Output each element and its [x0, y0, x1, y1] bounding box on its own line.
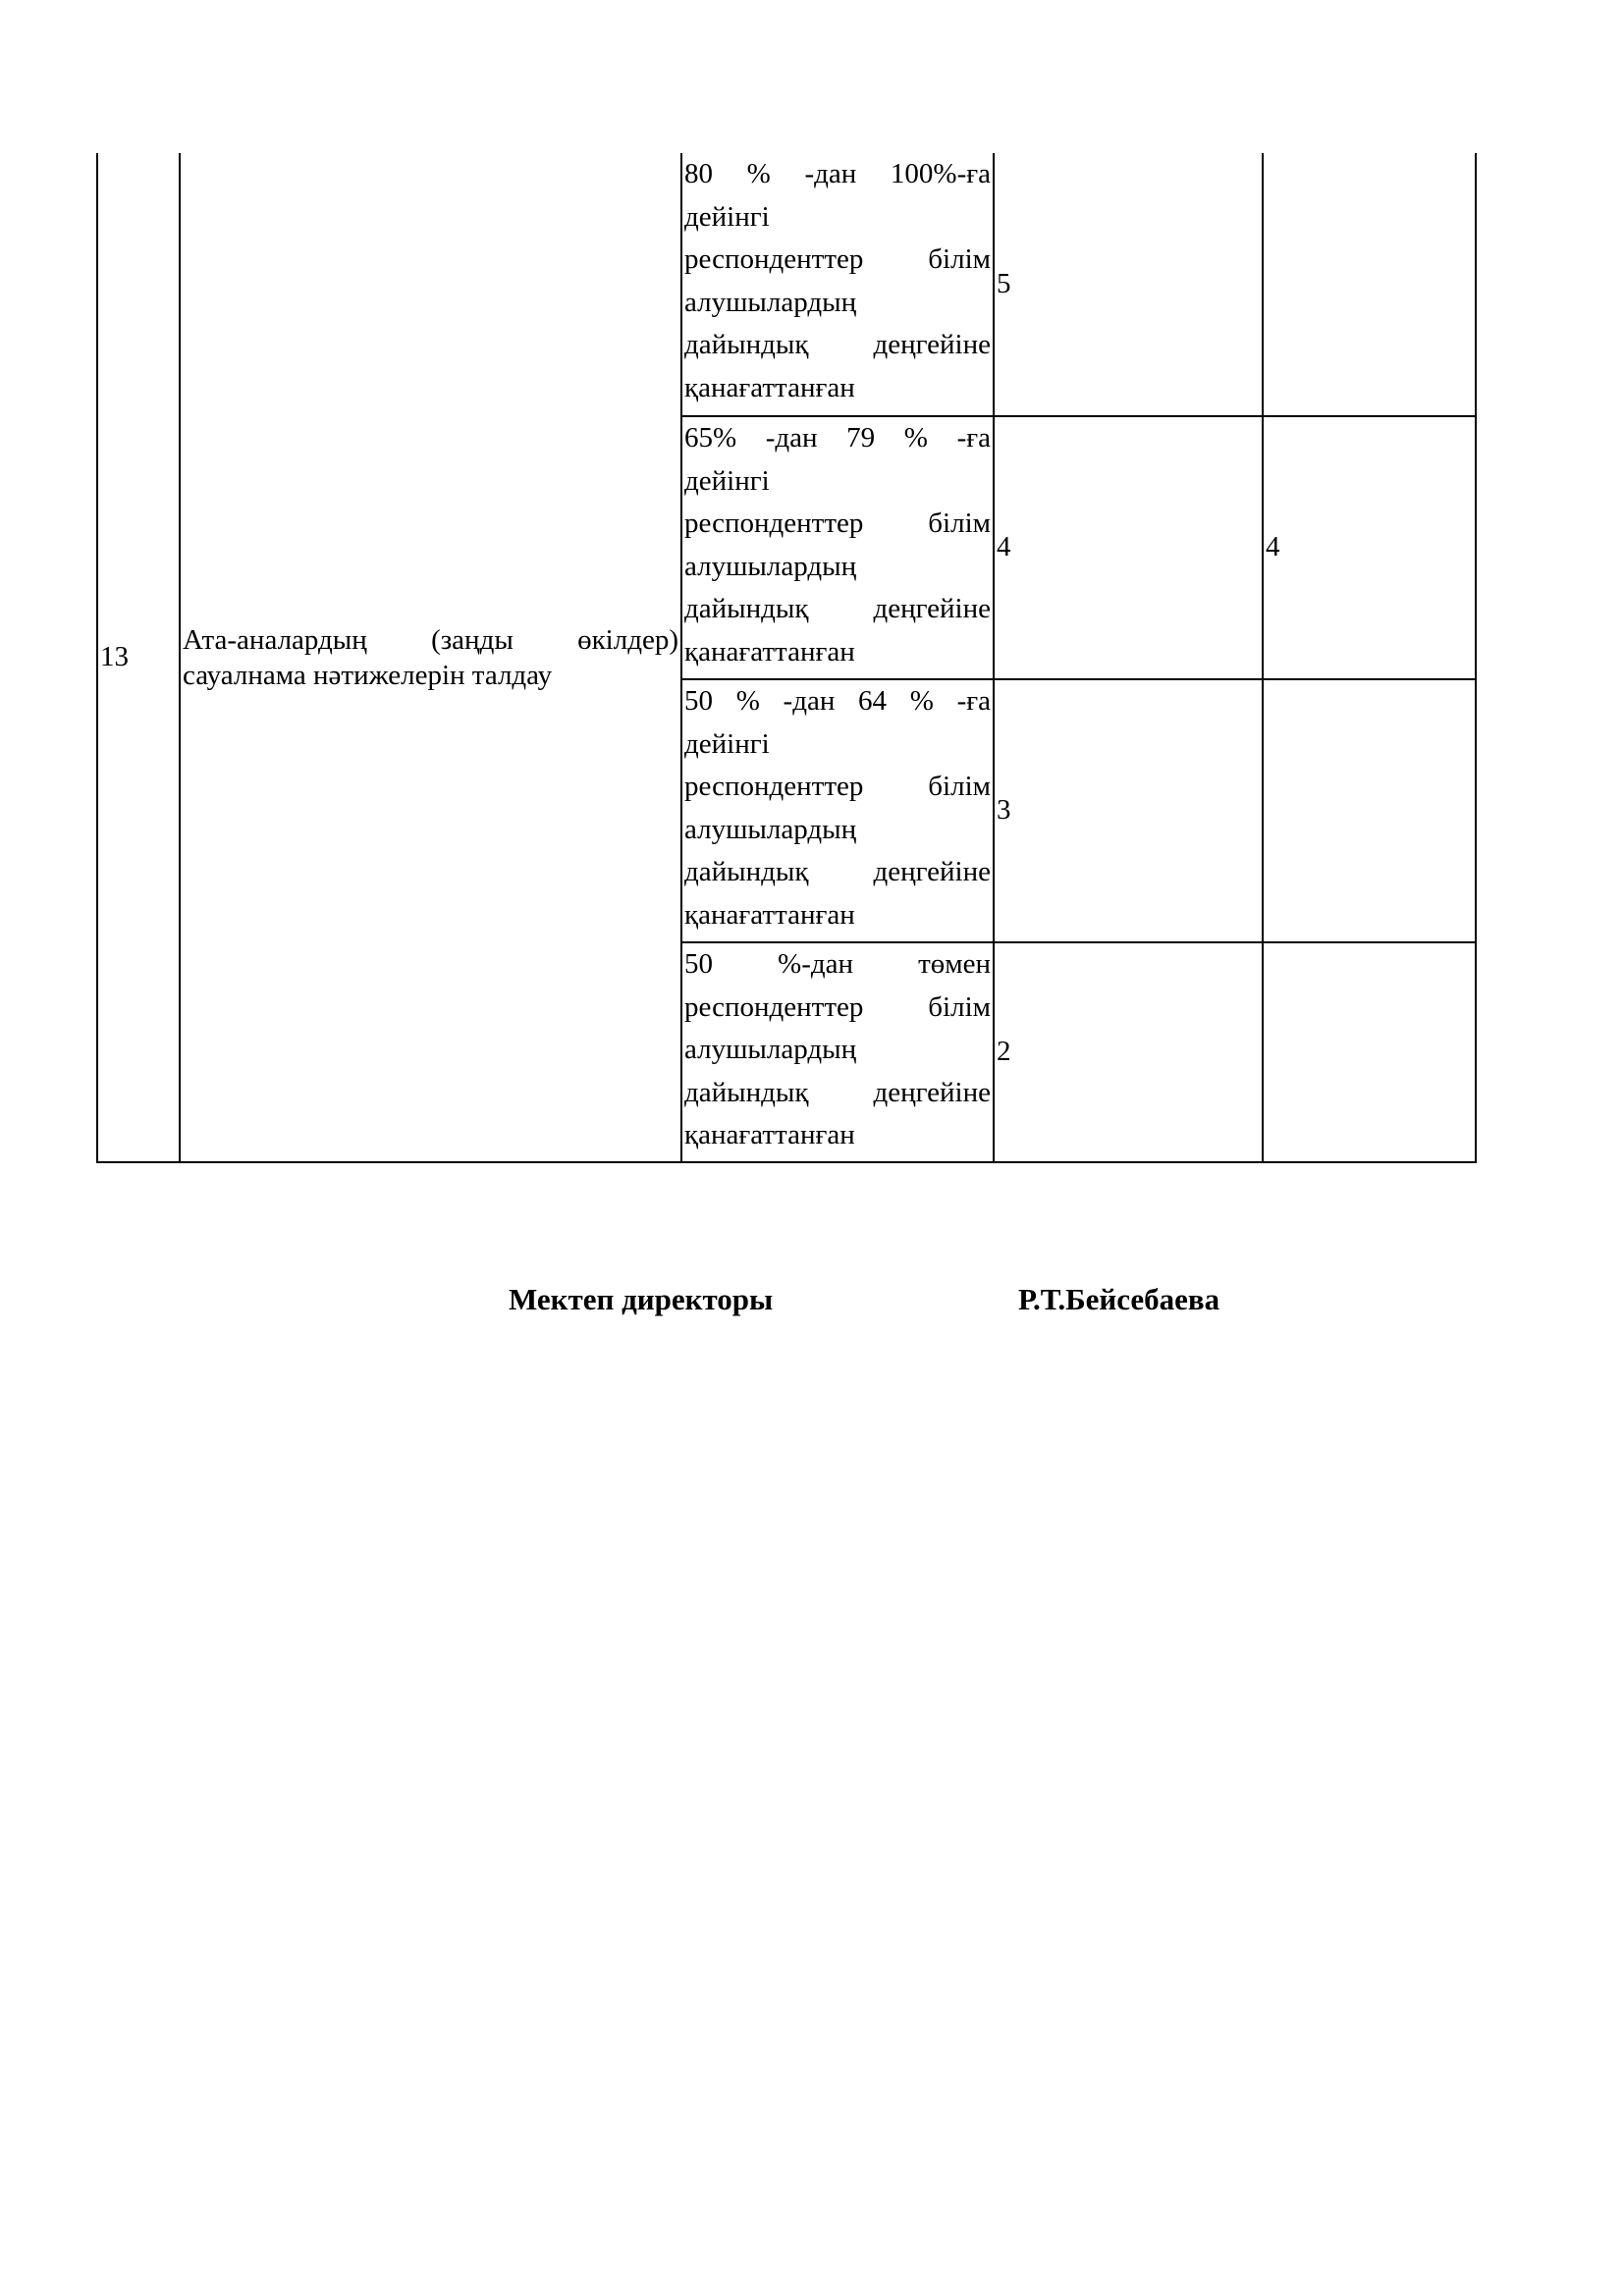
- criterion-line: 80 % -дан 100%-ға: [684, 158, 991, 189]
- assessment-table: [96, 153, 1477, 1163]
- result-value: 4: [1266, 531, 1280, 563]
- table-row: [97, 153, 1476, 416]
- criterion-line: дайындық деңгейіне: [684, 856, 991, 887]
- score-cell: [994, 153, 1263, 416]
- criterion-line: дейінгі: [684, 727, 770, 760]
- criterion-line: респонденттер білім: [684, 507, 991, 539]
- criterion-line: дейінгі: [684, 464, 770, 497]
- criterion-line: респонденттер білім: [684, 243, 991, 275]
- score-cell: [994, 942, 1263, 1162]
- criterion-cell: [681, 153, 994, 416]
- row-number-cell: [97, 153, 180, 1162]
- score-value: 3: [997, 794, 1011, 827]
- score-value: 4: [997, 531, 1011, 563]
- value-cell: [1263, 416, 1476, 679]
- criterion-line: 65% -дан 79 % -ға: [684, 422, 991, 454]
- value-cell: [1263, 153, 1476, 416]
- criterion-line: қанағаттанған: [684, 635, 855, 667]
- value-cell: [1263, 942, 1476, 1162]
- criterion-line: респонденттер білім: [684, 771, 991, 802]
- criterion-line: 50 % -дан 64 % -ға: [684, 685, 991, 717]
- score-cell: [994, 679, 1263, 942]
- criterion-line: дайындық деңгейіне: [684, 593, 991, 624]
- criterion-line: қанағаттанған: [684, 1119, 855, 1150]
- value-cell: [1263, 679, 1476, 942]
- criterion-line: қанағаттанған: [684, 371, 855, 403]
- criterion-cell: [681, 942, 994, 1162]
- criterion-line: дайындық деңгейіне: [684, 329, 991, 360]
- indicator-text: Ата-аналардың (заңды өкілдер) сауалнама нәтижелерін талдау: [183, 623, 678, 691]
- criterion-cell: [681, 416, 994, 679]
- indicator-cell: [180, 153, 681, 1162]
- criterion-line: қанағаттанған: [684, 898, 855, 931]
- criterion-line: алушылардың: [684, 1034, 857, 1065]
- criterion-line: алушылардың: [684, 813, 857, 845]
- criterion-cell: [681, 679, 994, 942]
- signature-name: Р.Т.Бейсебаева: [1018, 1282, 1220, 1316]
- row-number: 13: [100, 640, 129, 672]
- score-value: 5: [997, 267, 1011, 299]
- signature-title: Мектеп директоры: [509, 1282, 774, 1316]
- criterion-line: алушылардың: [684, 550, 857, 582]
- criterion-line: респонденттер білім: [684, 990, 991, 1023]
- score-cell: [994, 416, 1263, 679]
- criterion-line: алушылардың: [684, 286, 857, 318]
- score-value: 2: [997, 1036, 1011, 1068]
- criterion-line: 50 %-дан төмен: [684, 948, 991, 980]
- criterion-line: дейінгі: [684, 200, 770, 233]
- criterion-line: дайындық деңгейіне: [684, 1076, 991, 1108]
